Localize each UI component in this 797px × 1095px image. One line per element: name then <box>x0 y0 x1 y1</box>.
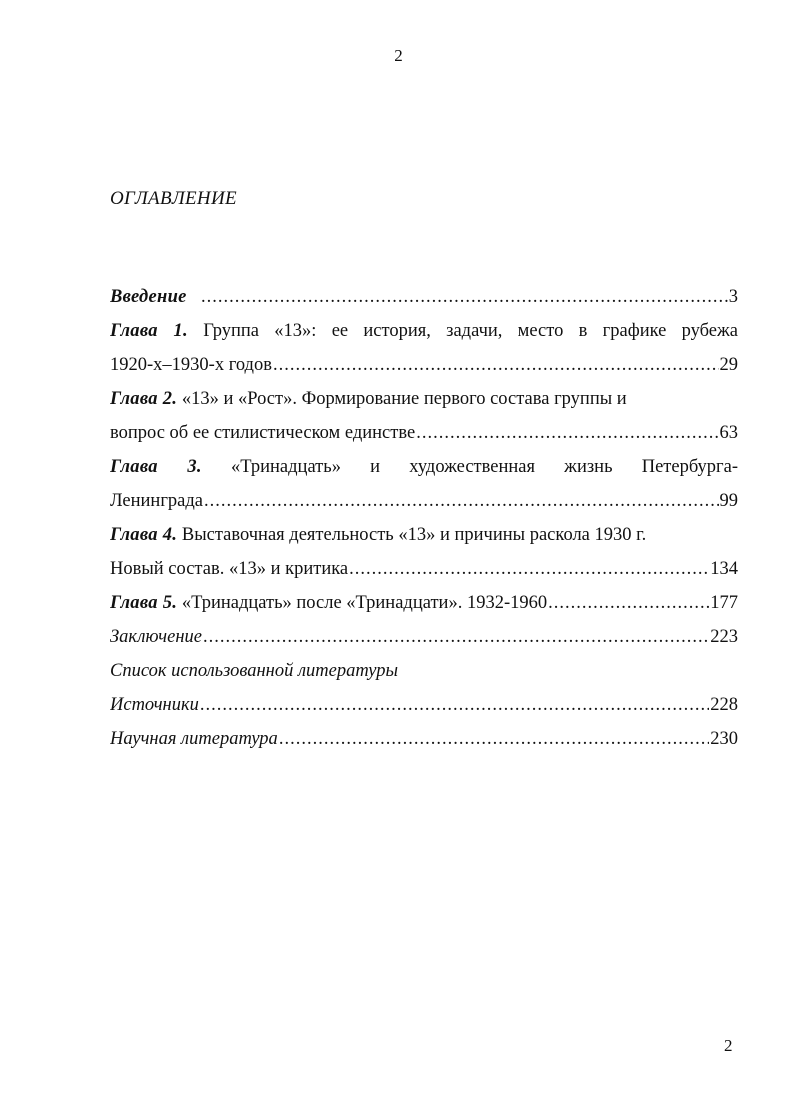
page-number-top: 2 <box>394 46 403 65</box>
sources-label: Источники <box>110 695 199 715</box>
toc-entry-chapter-5[interactable] <box>110 588 738 622</box>
toc-entry-sources[interactable] <box>110 690 738 724</box>
ch5-label: Глава 5. <box>110 593 178 613</box>
ch5-page: 177 <box>710 593 738 613</box>
conclusion-label: Заключение <box>110 627 202 647</box>
ch2-title-cont: вопрос об ее стилистическом единстве <box>110 423 416 443</box>
page-number-bottom: 2 <box>724 1036 733 1055</box>
ch4-title-cont: Новый состав. «13» и критика <box>110 559 349 579</box>
toc-heading: ОГЛАВЛЕНИЕ <box>110 188 237 209</box>
ch3-label: Глава 3. <box>110 457 202 477</box>
ch1-title-cont: 1920-х–1930-х годов <box>110 355 272 375</box>
leader-dots <box>548 588 709 618</box>
ch4-label: Глава 4. <box>110 525 178 545</box>
ch4-title: Выставочная деятельность «13» и причины раскола 1930 г. <box>181 525 647 545</box>
ch1-page: 29 <box>719 355 738 375</box>
leader-dots <box>349 554 709 584</box>
toc-entry-bibliography[interactable] <box>110 656 738 690</box>
intro-label: Введение <box>110 287 187 307</box>
toc-entry-chapter-2[interactable] <box>110 384 738 418</box>
ch2-label: Глава 2. <box>110 389 178 409</box>
ch4-page: 134 <box>710 559 738 579</box>
toc-entry-chapter-2-cont[interactable] <box>110 418 738 452</box>
ch2-title: «13» и «Рост». Формирование первого состава группы и <box>181 389 627 409</box>
intro-page: 3 <box>728 287 738 307</box>
literature-label: Научная литература <box>110 729 278 749</box>
ch5-title: «Тринадцать» после «Тринадцати». 1932-1960 <box>181 593 548 613</box>
bibliography-label: Список использованной литературы <box>110 661 398 681</box>
toc-entry-conclusion[interactable] <box>110 622 738 656</box>
leader-dots <box>203 622 709 652</box>
toc-entry-chapter-3[interactable] <box>110 452 738 486</box>
toc-entry-introduction[interactable] <box>110 282 738 316</box>
toc-entry-chapter-1-cont[interactable] <box>110 350 738 384</box>
leader-dots <box>279 724 709 754</box>
toc-entry-literature[interactable] <box>110 724 738 758</box>
leader-dots <box>416 418 718 448</box>
ch2-page: 63 <box>719 423 738 443</box>
toc-entry-chapter-4-cont[interactable] <box>110 554 738 588</box>
ch3-page: 99 <box>719 491 738 511</box>
leader-dots <box>273 350 719 380</box>
leader-dots <box>201 282 728 312</box>
toc-entry-chapter-4[interactable] <box>110 520 738 554</box>
toc-entry-chapter-3-cont[interactable] <box>110 486 738 520</box>
conclusion-page: 223 <box>710 627 738 647</box>
ch3-title-cont: Ленинграда <box>110 491 204 511</box>
literature-page: 230 <box>710 729 738 749</box>
ch1-label: Глава 1. <box>110 321 188 341</box>
toc-entry-chapter-1[interactable] <box>110 316 738 350</box>
ch3-title: «Тринадцать» и художественная жизнь Петербурга- <box>231 457 738 477</box>
leader-dots <box>204 486 718 516</box>
sources-page: 228 <box>710 695 738 715</box>
table-of-contents <box>110 282 738 758</box>
leader-dots <box>200 690 709 720</box>
ch1-title: Группа «13»: ее история, задачи, место в графике рубежа <box>203 321 738 341</box>
